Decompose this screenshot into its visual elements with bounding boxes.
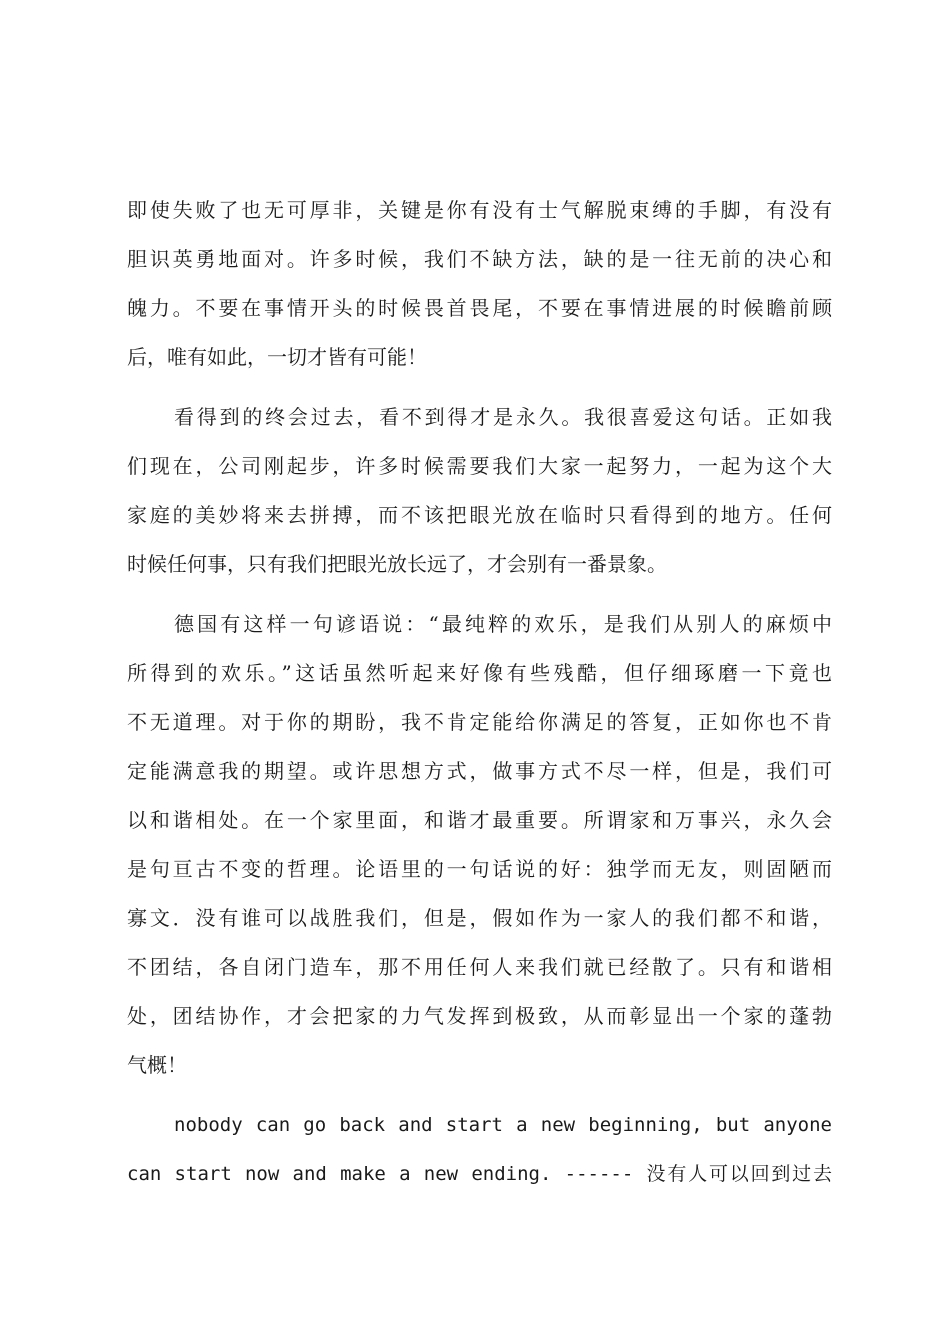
text-line: can start now and make a new ending. ------ 没有人可以回到过去 [127, 1163, 832, 1185]
text-line: nobody can go back and start a new beginning, but anyone [174, 1114, 832, 1136]
text-line: 所得到的欢乐。”这话虽然听起来好像有些残酷，但仔细琢磨一下竟也 [127, 661, 832, 685]
text-line: 气概！ [127, 1053, 187, 1077]
document-body [127, 186, 832, 1210]
text-line: 是句亘古不变的哲理。论语里的一句话说的好：独学而无友，则固陋而 [127, 857, 832, 881]
text-line: 定能满意我的期望。或许思想方式，做事方式不尽一样，但是，我们可 [127, 759, 832, 783]
text-line: 以和谐相处。在一个家里面，和谐才最重要。所谓家和万事兴，永久会 [127, 808, 832, 832]
paragraph-4 [127, 1101, 832, 1199]
text-line: 寡文．没有谁可以战胜我们，但是，假如作为一家人的我们都不和谐， [127, 906, 832, 930]
text-line: 时候任何事，只有我们把眼光放长远了，才会别有一番景象。 [127, 552, 667, 576]
text-line: 处，团结协作，才会把家的力气发挥到极致，从而彰显出一个家的蓬勃 [127, 1004, 832, 1028]
text-line: 看得到的终会过去，看不到得才是永久。我很喜爱这句话。正如我 [174, 405, 832, 429]
text-line: 不无道理。对于你的期盼，我不肯定能给你满足的答复，正如你也不肯 [127, 710, 832, 734]
text-line: 胆识英勇地面对。许多时候，我们不缺方法，缺的是一往无前的决心和 [127, 247, 832, 271]
paragraph-3 [127, 600, 832, 1090]
text-line: 们现在，公司刚起步，许多时候需要我们大家一起努力，一起为这个大 [127, 454, 832, 478]
text-line: 德国有这样一句谚语说：“最纯粹的欢乐，是我们从别人的麻烦中 [174, 612, 832, 636]
text-line: 不团结，各自闭门造车，那不用任何人来我们就已经散了。只有和谐相 [127, 955, 832, 979]
paragraph-1 [127, 186, 832, 382]
text-line: 后，唯有如此，一切才皆有可能！ [127, 345, 427, 369]
text-line: 家庭的美妙将来去拼搏，而不该把眼光放在临时只看得到的地方。任何 [127, 503, 832, 527]
paragraph-2 [127, 393, 832, 589]
text-line: 魄力。不要在事情开头的时候畏首畏尾，不要在事情进展的时候瞻前顾 [127, 296, 832, 320]
text-line: 即使失败了也无可厚非，关键是你有没有士气解脱束缚的手脚，有没有 [127, 198, 832, 222]
